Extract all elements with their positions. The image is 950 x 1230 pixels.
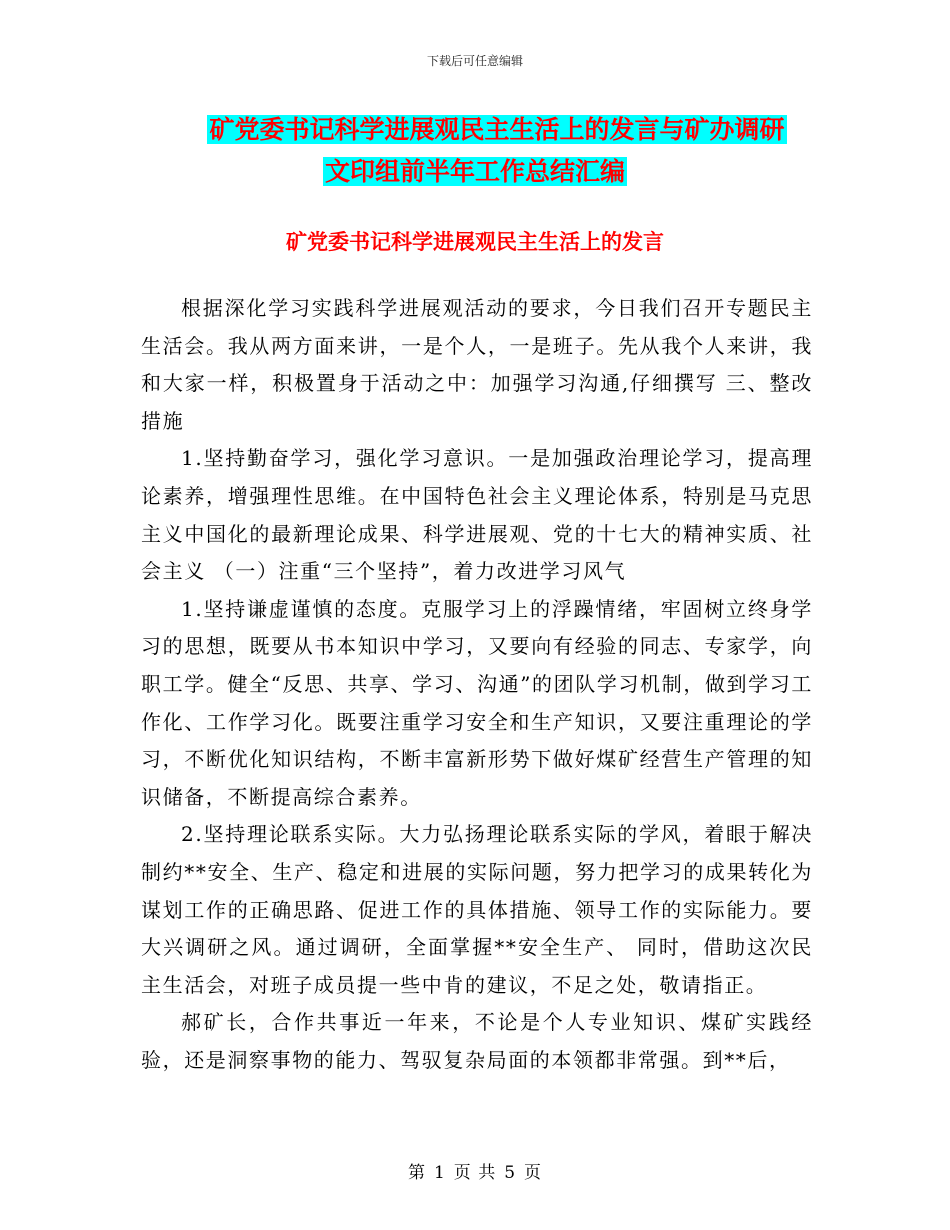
header-note: 下载后可任意编辑 — [426, 54, 523, 68]
page-footer — [0, 1158, 950, 1183]
footer-suffix: 页 — [524, 1163, 543, 1183]
paragraph: 郝矿长，合作共事近一年来，不论是个人专业知识、煤矿实践经验，还是洞察事物的能力、驾驭复杂局面的本领都非常强。到**后， — [141, 1010, 813, 1072]
total-pages: 5 — [504, 1163, 517, 1183]
body-text — [141, 290, 813, 1079]
section-heading: 矿党委书记科学进展观民主生活上的发言 — [286, 229, 664, 254]
footer-mid: 页 共 — [453, 1163, 497, 1183]
title-line-1-text: 矿党委书记科学进展观民主生活上的发言与矿办调研 — [209, 115, 785, 144]
paragraph: 1.坚持勤奋学习，强化学习意识。一是加强政治理论学习，提高理论素养，增强理性思维。在中国特色社会主义理论体系，特别是马克思主义中国化的最新理论成果、科学进展观、党的十七大的精神实质、社会主义 （一）注重“三个坚持”，着力改进学习风气 — [141, 446, 813, 584]
title-line-2-text: 文印组前半年工作总结汇编 — [324, 157, 625, 186]
paragraph: 根据深化学习实践科学进展观活动的要求，今日我们召开专题民主生活会。我从两方面来讲，一是个人，一是班子。先从我个人来讲，我和大家一样，积极置身于活动之中：加强学习沟通,仔细撰写 三、整改措施 — [141, 296, 813, 433]
document-title-line-1 — [22, 113, 950, 147]
paragraph: 2.坚持理论联系实际。大力弘扬理论联系实际的学风，着眼于解决制约**安全、生产、稳定和进展的实际问题，努力把学习的成果转化为谋划工作的正确思路、促进工作的具体措施、领导工作的实际能力。要大兴调研之风。通过调研，全面掌握**安全生产、 同时，借助这次民主生活会，对班子成员提一些中肯的建议，不足之处，敬请指正。 — [141, 822, 813, 997]
paragraph: 1.坚持谦虚谨慎的态度。克服学习上的浮躁情绪，牢固树立终身学习的思想，既要从书本知识中学习，又要向有经验的同志、专家学，向职工学。健全“反思、共享、学习、沟通”的团队学习机制，做到学习工作化、工作学习化。既要注重学习安全和生产知识，又要注重理论的学习，不断优化知识结构，不断丰富新形势下做好煤矿经营生产管理的知识储备，不断提高综合素养。 — [141, 596, 813, 809]
page-number: 1 — [433, 1163, 446, 1183]
document-title-line-2 — [0, 155, 950, 189]
footer-prefix: 第 — [407, 1163, 426, 1183]
